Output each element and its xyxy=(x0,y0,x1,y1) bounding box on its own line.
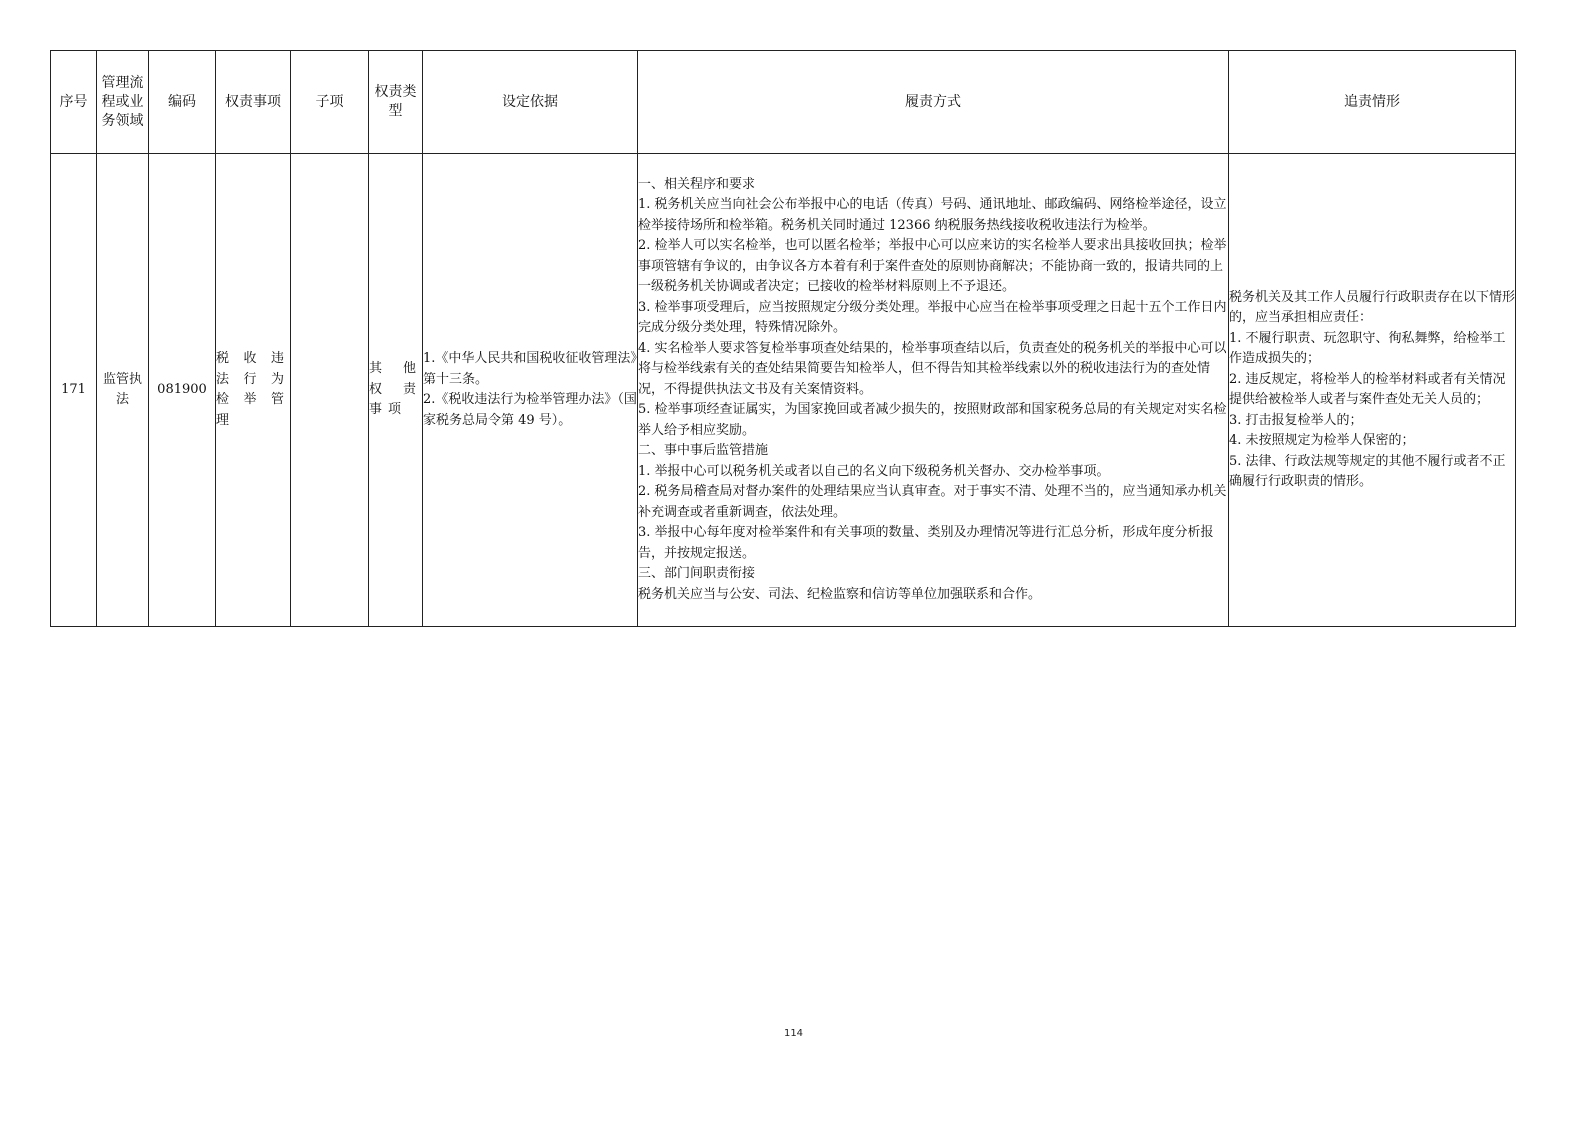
cell-code: 081900 xyxy=(149,154,216,627)
accountability-line: 1. 不履行职责、玩忽职守、徇私舞弊，给检举工作造成损失的； xyxy=(1229,330,1506,366)
accountability-line: 2. 违反规定，将检举人的检举材料或者有关情况提供给被检举人或者与案件查处无关人员的； xyxy=(1229,371,1506,407)
header-item: 权责事项 xyxy=(216,51,291,154)
duty-section-heading: 二、事中事后监管措施 xyxy=(638,443,769,459)
accountability-line: 5. 法律、行政法规等规定的其他不履行或者不正确履行行政职责的情形。 xyxy=(1229,453,1506,489)
header-accountability: 追责情形 xyxy=(1229,51,1516,154)
duty-line: 4. 实名检举人要求答复检举事项查处结果的，检举事项查结以后，负责查处的税务机关的举报中心可以将与检举线索有关的查处结果简要告知检举人，但不得告知其检举线索以外的税收违法行为的查处情况，不得提供执法文书及有关案情资料。 xyxy=(638,340,1227,397)
page-number: 114 xyxy=(783,1028,804,1039)
header-domain: 管理流程或业务领域 xyxy=(97,51,149,154)
header-subitem: 子项 xyxy=(291,51,369,154)
accountability-line: 税务机关及其工作人员履行行政职责存在以下情形的，应当承担相应责任： xyxy=(1229,289,1516,325)
header-serial: 序号 xyxy=(51,51,97,154)
cell-domain: 监管执法 xyxy=(97,154,149,627)
header-type: 权责类型 xyxy=(369,51,423,154)
cell-item: 税收违法行为检举管理 xyxy=(216,154,291,627)
duty-line: 3. 检举事项受理后，应当按照规定分级分类处理。举报中心应当在检举事项受理之日起十五个工作日内完成分级分类处理，特殊情况除外。 xyxy=(638,299,1227,336)
cell-duty-method xyxy=(638,154,1229,627)
accountability-line: 4. 未按照规定为检举人保密的； xyxy=(1229,433,1415,448)
duty-line: 税务机关应当与公安、司法、纪检监察和信访等单位加强联系和合作。 xyxy=(638,586,1042,602)
duty-section-heading: 一、相关程序和要求 xyxy=(638,176,756,192)
duty-line: 5. 检举事项经查证属实，为国家挽回或者减少损失的，按照财政部和国家税务总局的有关规定对实名检举人给予相应奖励。 xyxy=(638,402,1227,438)
duty-line: 2. 检举人可以实名检举，也可以匿名检举；举报中心可以应来访的实名检举人要求出具接收回执；检举事项管辖有争议的，由争议各方本着有利于案件查处的原则协商解决；不能协商一致的，报请共同的上一级税务机关协调或者决定；已接收的检举材料原则上不予退还。 xyxy=(638,238,1227,295)
accountability-line: 3. 打击报复检举人的； xyxy=(1229,412,1363,428)
table-header-row xyxy=(51,51,1516,154)
duty-line: 1. 举报中心可以税务机关或者以自己的名义向下级税务机关督办、交办检举事项。 xyxy=(638,463,1110,479)
cell-subitem xyxy=(291,154,369,627)
table-row xyxy=(51,154,1516,627)
header-duty-method: 履责方式 xyxy=(638,51,1229,154)
cell-basis xyxy=(423,154,638,627)
duty-line: 2. 税务局稽查局对督办案件的处理结果应当认真审查。对于事实不清、处理不当的，应当通知承办机关补充调查或者重新调查，依法处理。 xyxy=(638,484,1227,520)
duty-section-heading: 三、部门间职责衔接 xyxy=(638,566,756,582)
duty-line: 3. 举报中心每年度对检举案件和有关事项的数量、类别及办理情况等进行汇总分析，形成年度分析报告，并按规定报送。 xyxy=(638,525,1214,561)
header-basis: 设定依据 xyxy=(423,51,638,154)
cell-type: 其他权责事项 xyxy=(369,154,423,627)
duty-line: 1. 税务机关应当向社会公布举报中心的电话（传真）号码、通讯地址、邮政编码、网络检举途径，设立检举接待场所和检举箱。税务机关同时通过 12366 纳税服务热线接收税收违法行为检举。 xyxy=(638,197,1227,233)
cell-serial: 171 xyxy=(51,154,97,627)
basis-line: 1.《中华人民共和国税收征收管理法》第十三条。 xyxy=(423,351,637,387)
basis-line: 2.《税收违法行为检举管理办法》（国家税务总局令第 49 号）。 xyxy=(423,392,637,428)
cell-accountability xyxy=(1229,154,1516,627)
duty-list-table xyxy=(50,50,1516,627)
header-code: 编码 xyxy=(149,51,216,154)
